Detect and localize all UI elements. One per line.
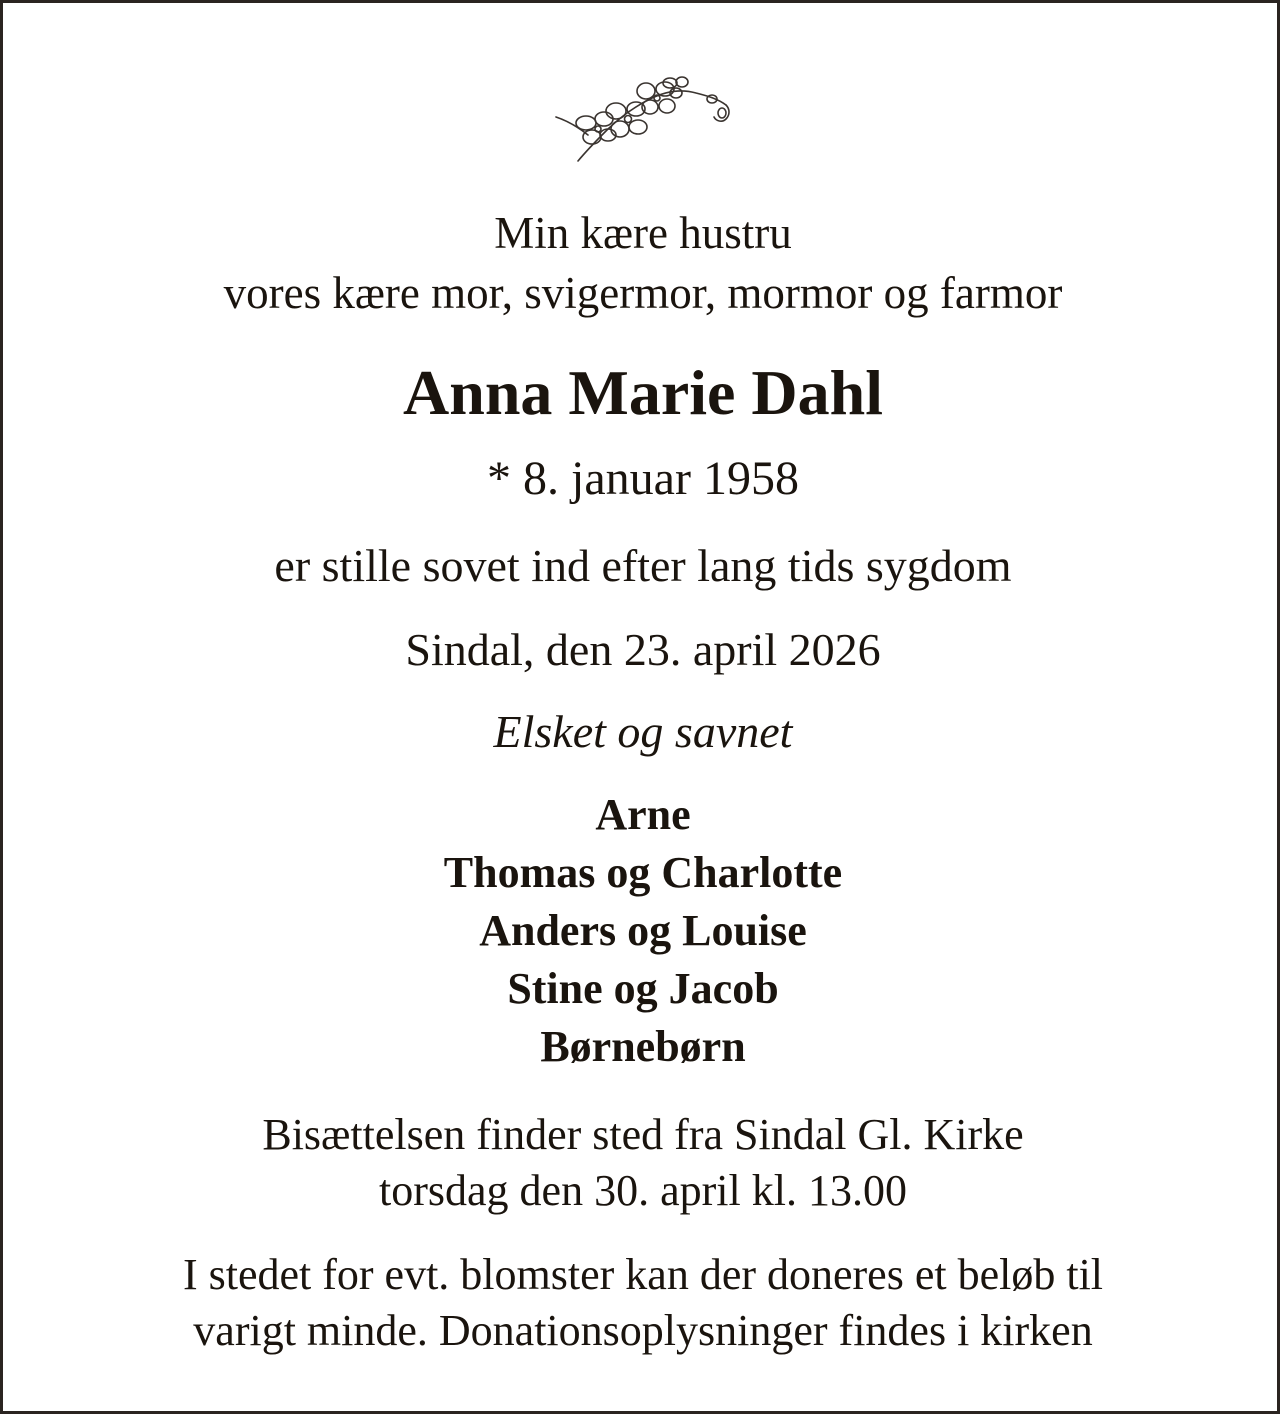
family-member: Børnebørn xyxy=(540,1022,746,1071)
intro-line-1: Min kære hustru xyxy=(494,208,792,258)
place-and-date: Sindal, den 23. april 2026 xyxy=(405,624,881,675)
funeral-info-line-1: Bisættelsen finder sted fra Sindal Gl. Kirke xyxy=(262,1110,1024,1159)
donation-info-line-2: varigt minde. Donationsoplysninger findes i kirken xyxy=(193,1306,1093,1355)
birth-date: * 8. januar 1958 xyxy=(487,452,799,505)
family-member: Thomas og Charlotte xyxy=(443,848,843,897)
intro-line-2: vores kære mor, svigermor, mormor og farmor xyxy=(223,268,1063,318)
family-member: Arne xyxy=(595,790,691,839)
family-member: Anders og Louise xyxy=(479,906,807,955)
family-member: Stine og Jacob xyxy=(507,964,779,1013)
deceased-name: Anna Marie Dahl xyxy=(403,357,883,428)
funeral-info-line-2: torsdag den 30. april kl. 13.00 xyxy=(379,1166,907,1215)
loved-and-missed: Elsket og savnet xyxy=(493,706,793,757)
passing-statement: er stille sovet ind efter lang tids sygdom xyxy=(274,540,1012,591)
orchid-branch-icon xyxy=(548,69,738,169)
donation-info-line-1: I stedet for evt. blomster kan der doneres et beløb til xyxy=(182,1250,1104,1299)
